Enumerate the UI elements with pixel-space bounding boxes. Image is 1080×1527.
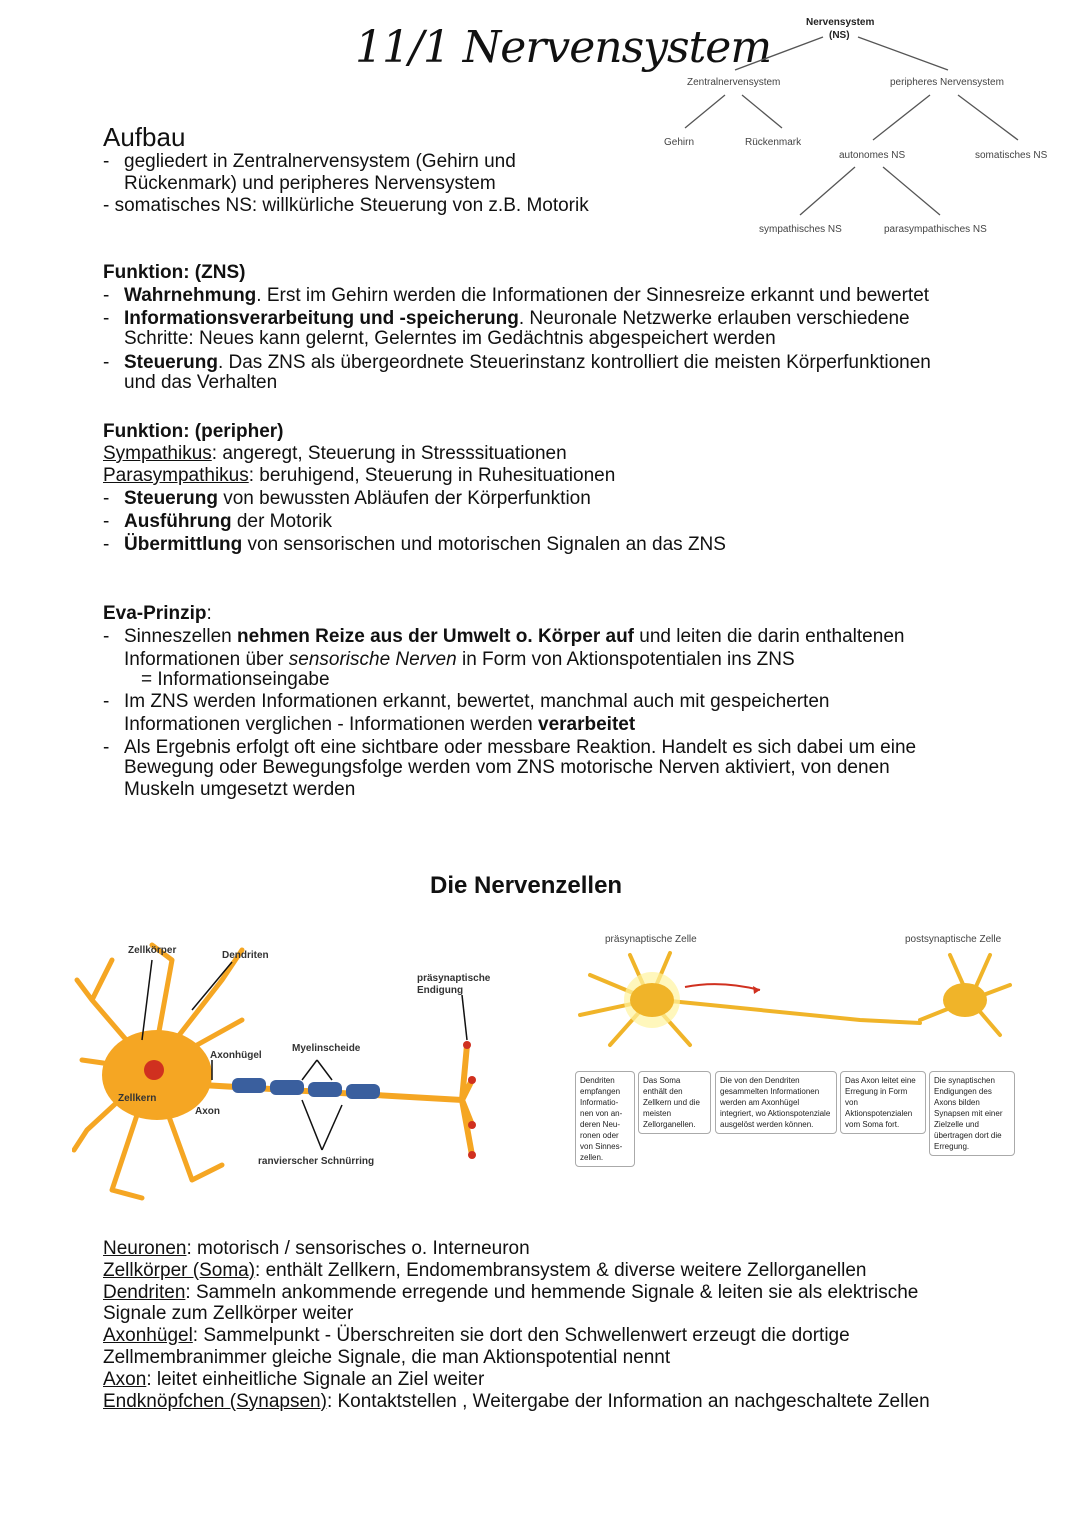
definition-term: Zellkörper (Soma) (103, 1259, 256, 1281)
zns-section (103, 262, 931, 394)
tree-gehirn: Gehirn (664, 137, 695, 148)
text: gegliedert in Zentralnervensystem (Gehirn und (124, 151, 516, 172)
label-zellkern: Zellkern (118, 1093, 157, 1104)
text: Informationen verglichen - Informationen werden (124, 714, 539, 735)
definition-text: : motorisch / sensorisches o. Interneuron (186, 1238, 530, 1259)
label-prae: präsynaptische Zelle (605, 934, 697, 945)
label-dendriten: Dendriten (222, 950, 269, 961)
caption-soma: Das Soma enthält den Zellkern und die meisten Zellorganellen. (638, 1071, 711, 1134)
definitions-list (103, 1238, 930, 1412)
definition-text: : Sammelpunkt - Überschreiten sie dort den Schwellenwert erzeugt die dortige (192, 1325, 850, 1347)
label-axonhuegel: Axonhügel (210, 1050, 262, 1061)
definition-term: Endknöpfchen (Synapsen) (103, 1390, 327, 1412)
peripher-heading: Funktion: (peripher) (103, 421, 284, 442)
definition-text: : leitet einheitliche Signale an Ziel weiter (146, 1368, 485, 1390)
tree-rueckenmark: Rückenmark (745, 137, 802, 148)
definition-row (103, 1260, 930, 1282)
definition-row (103, 1391, 930, 1413)
definition-text: : Kontaktstellen , Weitergabe der Information an nachgeschaltete Zellen (326, 1390, 930, 1412)
tree-sympathisch: sympathisches NS (759, 224, 842, 235)
caption-axonhuegel: Die von den Dendriten gesammelten Informationen werden am Axonhügel integriert, wo Aktionspotenziale ausgelöst werden können. (715, 1071, 837, 1134)
definition-text: Zellmembranimmer gleiche Signale, die man Aktionspotential nennt (103, 1346, 671, 1368)
aufbau-heading: Aufbau (103, 122, 186, 152)
tree-autonom: autonomes NS (839, 150, 906, 161)
caption-synapse: Die synaptischen Endigungen des Axons bilden Synapsen mit einer Zielzelle und übertragen dort die Erregung. (929, 1071, 1015, 1156)
text: : beruhigend, Steuerung in Ruhesituationen (248, 465, 616, 486)
label-endigung-2: Endigung (417, 985, 464, 996)
term: Übermittlung (124, 534, 243, 555)
text: Muskeln umgesetzt werden (124, 779, 356, 800)
definition-row (103, 1238, 930, 1260)
definition-term: Axonhügel (103, 1325, 193, 1347)
definition-term: Dendriten (103, 1281, 186, 1303)
label-zellkoerper: Zellkörper (128, 945, 177, 956)
caption-axon: Das Axon leitet eine Erregung in Form von Aktionspotenzialen vom Soma fort. (840, 1071, 926, 1134)
text: : (206, 603, 212, 624)
tree-parasympathisch: parasympathisches NS (884, 224, 987, 235)
text: Im ZNS werden Informationen erkannt, bewertet, manchmal auch mit gespeicherten (124, 691, 830, 712)
text: = Informationseingabe (141, 669, 330, 690)
definition-text: : Sammeln ankommende erregende und hemmende Signale & leiten sie als elektrische (185, 1281, 919, 1303)
definition-term: Axon (103, 1368, 147, 1390)
text: . Neuronale Netzwerke erlauben verschiedene (518, 308, 910, 329)
text: Informationen über (124, 649, 289, 670)
eva-section (103, 603, 916, 801)
term: Parasympathikus (103, 465, 249, 486)
text: . Erst im Gehirn werden die Informationen der Sinnesreize erkannt und bewertet (256, 285, 930, 306)
page-title: 11/1 Nervensystem (355, 22, 772, 73)
peripher-section (103, 421, 726, 553)
definition-row (103, 1347, 930, 1369)
text: und das Verhalten (124, 372, 278, 393)
tree-zns: Zentralnervensystem (687, 77, 781, 88)
definition-row (103, 1303, 930, 1325)
label-myelin: Myelinscheide (292, 1043, 361, 1054)
text: Rückenmark) und peripheres Nervensystem (124, 173, 496, 194)
text: von sensorischen und motorischen Signalen an das ZNS (242, 534, 726, 555)
label-post: postsynaptische Zelle (905, 934, 1002, 945)
text: . Das ZNS als übergeordnete Steuerinstanz kontrolliert die meisten Körperfunktionen (217, 352, 931, 373)
term: nehmen Reize aus der Umwelt o. Körper auf (237, 626, 635, 647)
term: Steuerung (124, 488, 218, 509)
term: Sympathikus (103, 443, 212, 464)
ns-tree-diagram (660, 10, 1060, 240)
term: Wahrnehmung (124, 285, 257, 306)
caption-dendriten: Dendriten empfangen Informatio-nen von an-deren Neu-ronen oder von Sinnes-zellen. (575, 1071, 635, 1167)
aufbau-section (103, 151, 589, 217)
term: Informationsverarbeitung und -speicherung (124, 308, 519, 329)
text: und leiten die darin enthaltenen (634, 626, 905, 647)
label-axon: Axon (195, 1106, 220, 1117)
definition-row (103, 1325, 930, 1347)
term: Steuerung (124, 352, 218, 373)
text: Sinneszellen (124, 626, 238, 647)
zns-heading: Funktion: (ZNS) (103, 262, 246, 283)
text: Bewegung oder Bewegungsfolge werden vom ZNS motorische Nerven aktiviert, von denen (124, 757, 890, 778)
term: sensorische Nerven (288, 649, 457, 670)
definition-row (103, 1282, 930, 1304)
text: Schritte: Neues kann gelernt, Gelerntes im Gedächtnis abgespeichert werden (124, 328, 776, 349)
text: : angeregt, Steuerung in Stresssituationen (211, 443, 567, 464)
text: der Motorik (231, 511, 332, 532)
synapse-diagram (570, 945, 1020, 1065)
tree-root-abbr: (NS) (829, 30, 850, 41)
label-ranvier: ranvierscher Schnürring (258, 1156, 375, 1167)
text: Als Ergebnis erfolgt oft eine sichtbare oder messbare Reaktion. Handelt es sich dabei um eine (124, 737, 917, 758)
tree-pns: peripheres Nervensystem (890, 77, 1004, 88)
term: Ausführung (124, 511, 232, 532)
label-endigung-1: präsynaptische (417, 973, 491, 984)
definition-text: Signale zum Zellkörper weiter (103, 1303, 354, 1325)
definition-row (103, 1369, 930, 1391)
text: - somatisches NS: willkürliche Steuerung von z.B. Motorik (103, 195, 589, 216)
term: verarbeitet (538, 714, 636, 735)
text: in Form von Aktionspotentialen ins ZNS (456, 649, 795, 670)
eva-heading: Eva-Prinzip (103, 603, 207, 624)
definition-text: : enthält Zellkern, Endomembransystem & diverse weitere Zellorganellen (255, 1259, 867, 1281)
tree-somatisch: somatisches NS (975, 150, 1048, 161)
definition-term: Neuronen (103, 1238, 187, 1259)
tree-root: Nervensystem (806, 17, 875, 28)
text: von bewussten Abläufen der Körperfunktion (217, 488, 591, 509)
nervenzellen-heading: Die Nervenzellen (430, 872, 623, 899)
